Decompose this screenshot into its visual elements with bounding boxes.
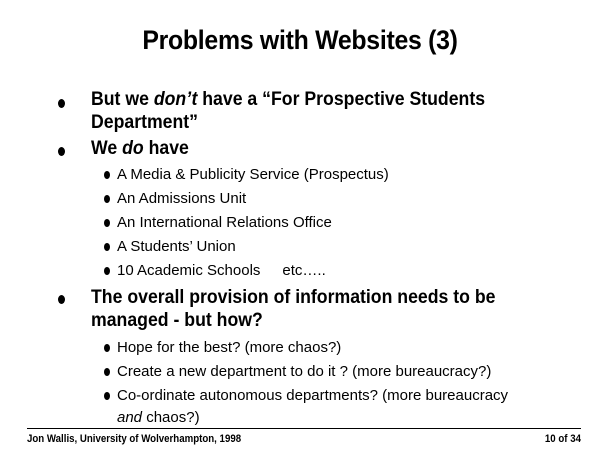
sub-item-hope: Hope for the best? (more chaos?) [117,339,342,356]
sub-bullet-icon [104,392,110,400]
sub-item-students-union: A Students’ Union [117,238,236,255]
bullet-item-prospective [91,88,485,134]
bullet-item-we-do-have [91,137,189,160]
footer-page-number: 10 of 34 [544,433,581,445]
footer-divider [27,428,581,429]
sub-bullet-icon [104,171,110,179]
slide-title: Problems with Websites (3) [142,25,458,55]
sub-item-text-line2: chaos?) [142,409,200,426]
bullet-text-pre: We [91,138,123,159]
bullet-text-line2: managed - but how? [91,310,263,331]
bullet-icon [58,295,65,304]
sub-item-academic-schools [117,260,326,282]
sub-bullet-icon [104,195,110,203]
footer-author: Jon Wallis, University of Wolverhampton, 1998 [27,433,242,445]
bullet-text-emphasis: don’t [153,89,198,110]
sub-bullet-icon [104,219,110,227]
sub-item-text: 10 Academic Schools [117,262,261,279]
bullet-text-pre: But we [91,89,154,110]
sub-bullet-icon [104,344,110,352]
bullet-icon [58,99,65,108]
bullet-icon [58,147,65,156]
sub-item-text: Co-ordinate autonomous departments? (more bureaucracy [117,387,509,404]
bullet-text-line2: Department” [91,112,199,133]
sub-item-admissions: An Admissions Unit [117,190,247,207]
sub-bullet-icon [104,368,110,376]
sub-item-international-office: An International Relations Office [117,214,332,231]
bullet-text-post: have [143,138,189,159]
bullet-item-overall-provision [91,286,496,332]
sub-item-media-service: A Media & Publicity Service (Prospectus) [117,166,389,183]
bullet-text-emphasis: do [122,138,144,159]
sub-bullet-icon [104,243,110,251]
sub-item-emphasis: and [117,409,143,426]
bullet-text-post: have a “For Prospective Students [197,89,486,110]
sub-bullet-icon [104,267,110,275]
sub-item-new-department: Create a new department to do it ? (more bureaucracy?) [117,363,492,380]
etc-text: etc….. [282,262,326,279]
sub-item-coordinate [117,385,508,429]
bullet-text: The overall provision of information needs to be [91,287,496,308]
